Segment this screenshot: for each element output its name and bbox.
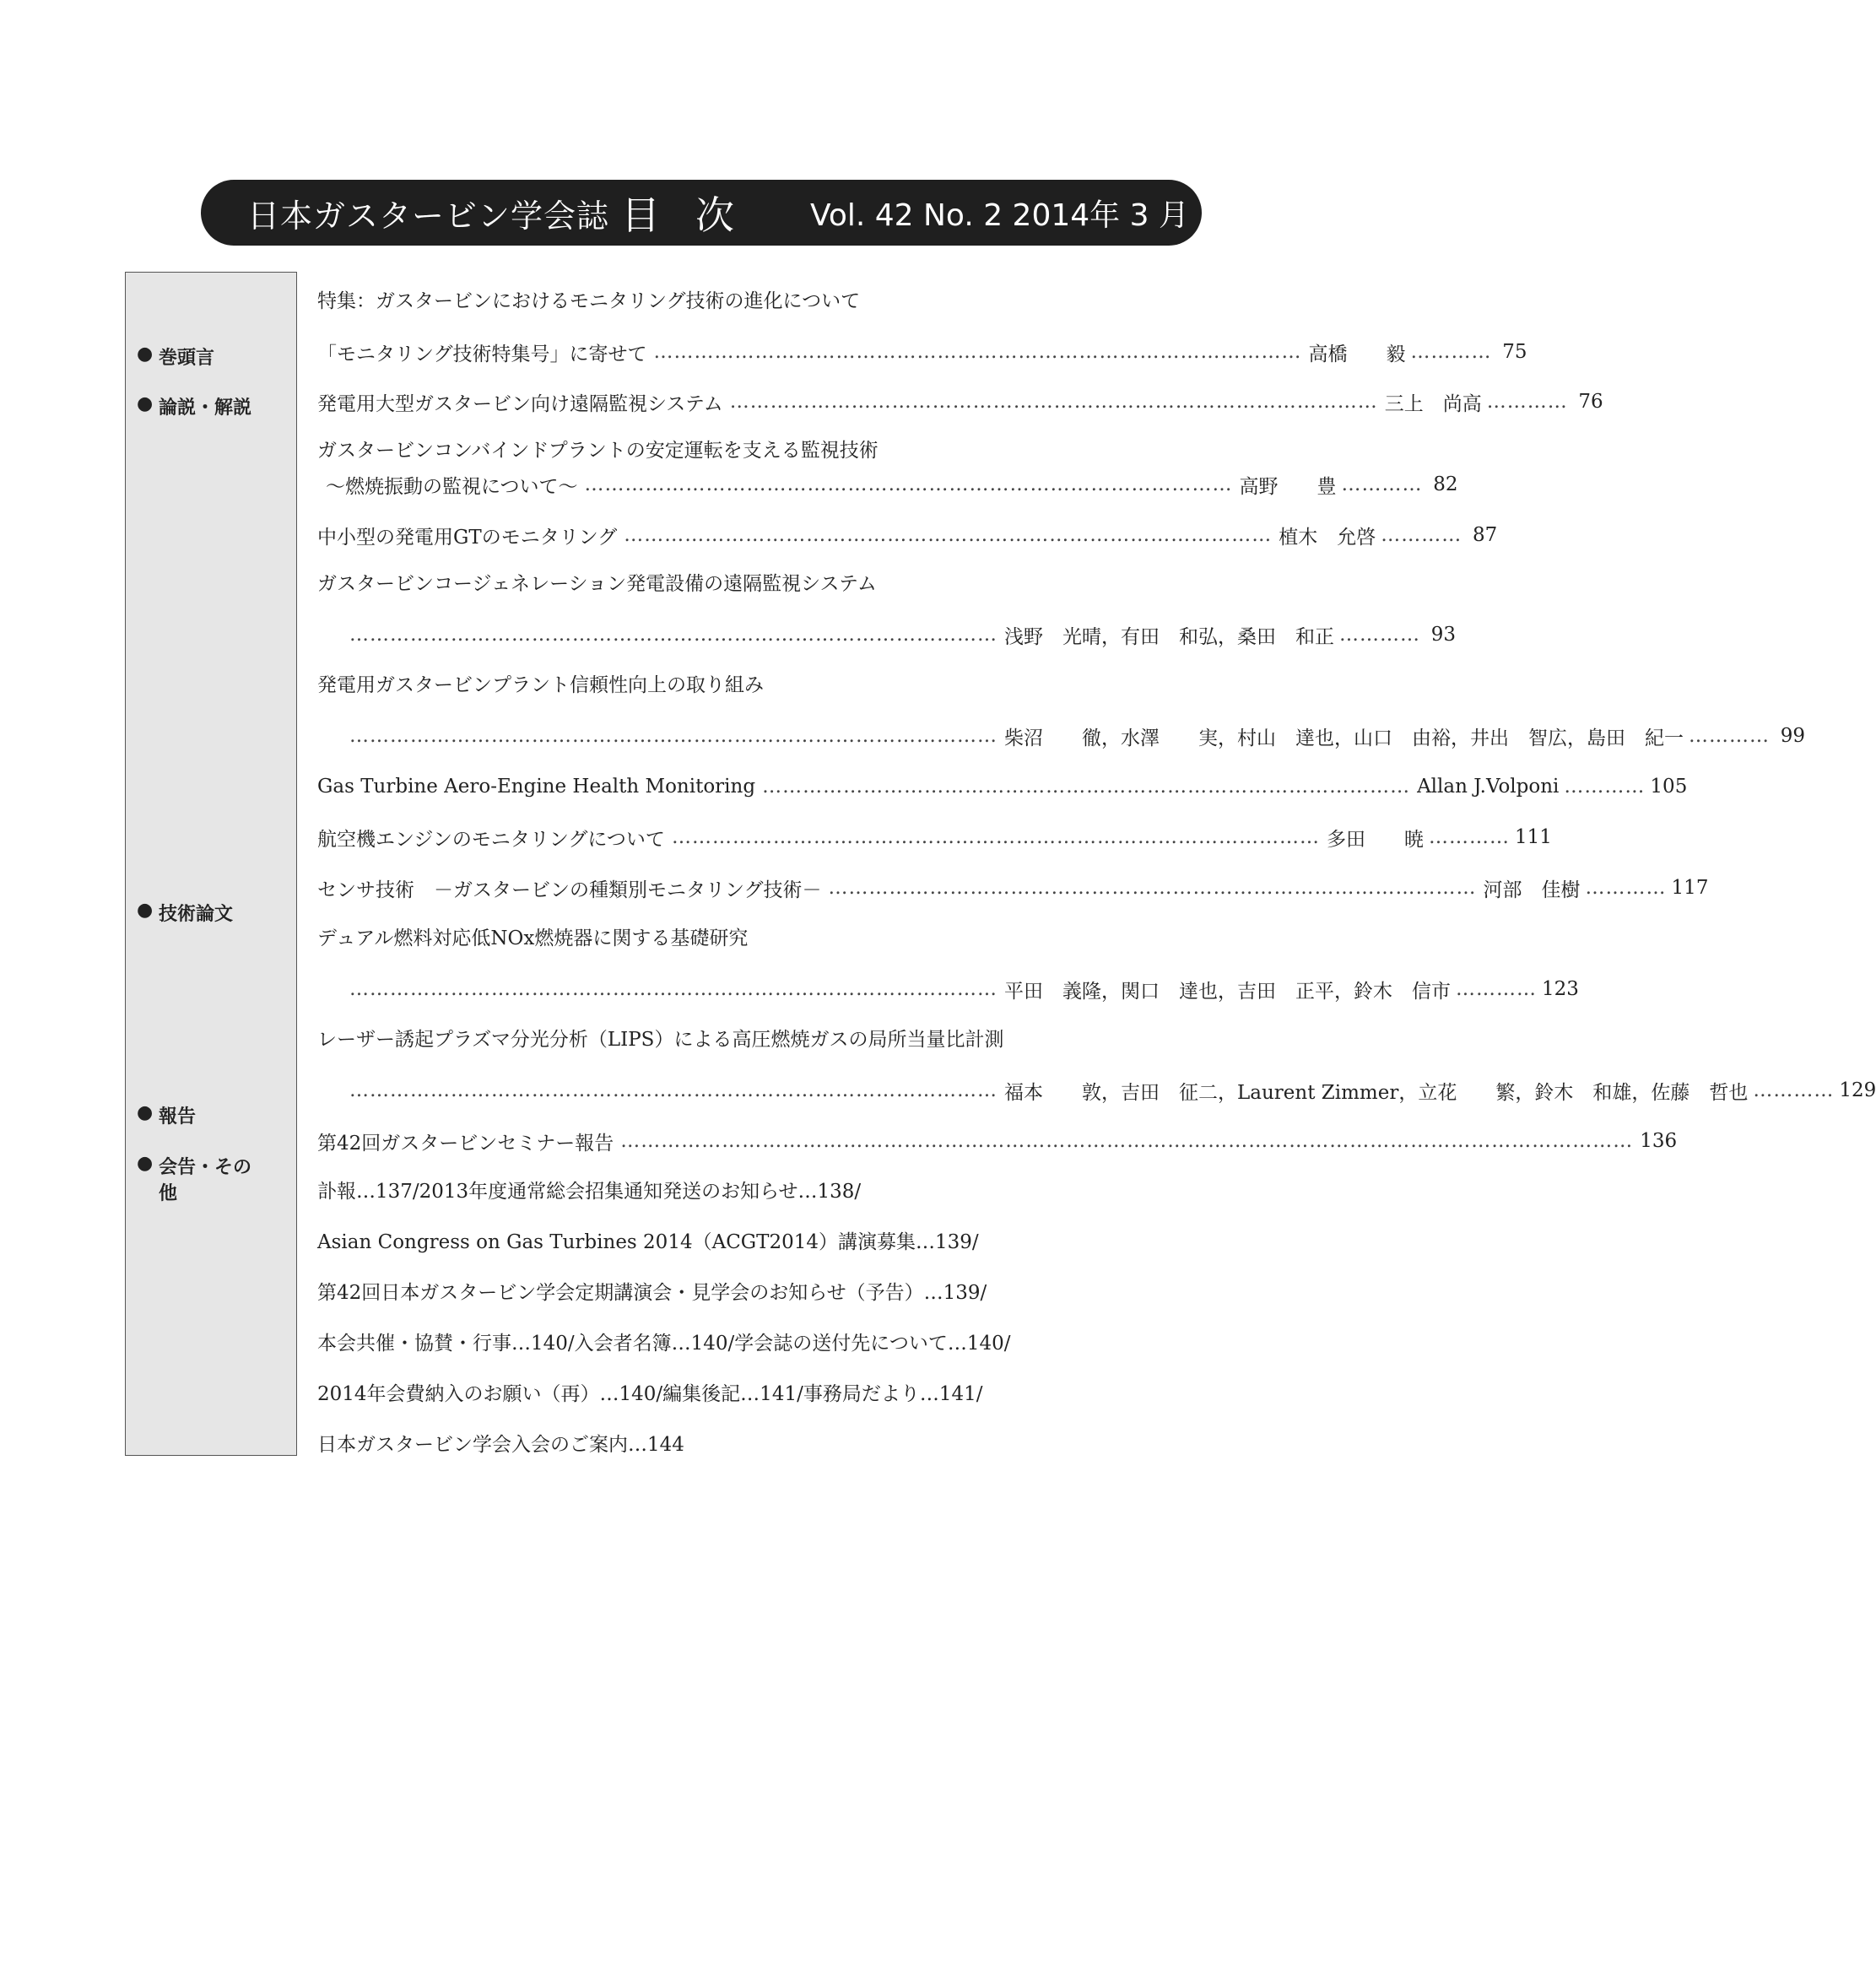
notice-line[interactable]: Asian Congress on Gas Turbines 2014（ACGT2014）講演募集…139/	[317, 1231, 979, 1253]
leader-dots: ……………………………………………………………………………………………………………………………………	[620, 1130, 1634, 1152]
leader-dots: …………	[1753, 1079, 1835, 1101]
toc-entry[interactable]	[317, 339, 1527, 365]
leader-dots: ……………………………………………………………………………………	[828, 877, 1477, 899]
entry-authors: 高橋 毅	[1308, 343, 1406, 365]
category-label: 技術論文	[159, 904, 234, 925]
leader-dots: …………	[1564, 776, 1646, 798]
leader-dots: ……………………………………………………………………………………	[349, 978, 997, 1000]
category-label: 巻頭言	[159, 348, 215, 369]
entry-page: 82	[1433, 473, 1458, 495]
toc-entry[interactable]	[317, 472, 1458, 498]
toc-entry[interactable]	[343, 723, 1805, 749]
toc-entry[interactable]	[317, 389, 1603, 415]
entry-page: 87	[1472, 524, 1498, 546]
leader-dots: ……………………………………………………………………………………	[762, 776, 1411, 798]
entry-page: 76	[1578, 391, 1603, 413]
leader-dots: ……………………………………………………………………………………	[624, 524, 1273, 546]
entry-title: ～燃焼振動の監視について～	[326, 475, 578, 498]
bullet-icon: ●	[137, 343, 154, 365]
leader-dots: …………	[1585, 877, 1667, 899]
leader-dots: ……………………………………………………………………………………	[729, 391, 1378, 413]
leader-dots: ……………………………………………………………………………………	[653, 341, 1302, 363]
leader-dots: …………	[1341, 473, 1423, 495]
leader-dots: …………	[1486, 391, 1568, 413]
journal-title: 日本ガスタービン学会誌	[247, 197, 610, 235]
entry-title: センサ技術 －ガスタービンの種類別モニタリング技術－	[317, 879, 822, 901]
toc-header-banner	[201, 180, 1202, 246]
toc-entry[interactable]	[343, 976, 1579, 1003]
category-label: 会告・その他	[159, 1157, 252, 1204]
leader-dots: …………	[1428, 826, 1510, 848]
entry-title: 発電用大型ガスタービン向け遠隔監視システム	[317, 392, 723, 415]
category-label: 論説・解説	[159, 398, 252, 419]
entry-page: 99	[1780, 725, 1805, 747]
entry-authors: Allan J.Volponi	[1417, 776, 1560, 798]
entry-title-line1: デュアル燃料対応低NOx燃焼器に関する基礎研究	[317, 928, 749, 949]
entry-title-line1: ガスタービンコンバインドプラントの安定運転を支える監視技術	[317, 440, 879, 462]
entry-authors: 河部 佳樹	[1483, 879, 1581, 901]
leader-dots: …………	[1456, 978, 1537, 1000]
entry-page: 75	[1502, 341, 1527, 363]
notice-line[interactable]: 2014年会費納入のお願い（再）…140/編集後記…141/事務局だより…141/	[317, 1383, 983, 1405]
special-feature-title: 特集：ガスタービンにおけるモニタリング技術の進化について	[317, 290, 861, 312]
entry-authors: 平田 義隆，関口 達也，吉田 正平，鈴木 信市	[1004, 980, 1451, 1003]
leader-dots: ……………………………………………………………………………………	[671, 826, 1320, 848]
entry-authors: 高野 豊	[1239, 475, 1337, 498]
entry-authors: 植木 允啓	[1279, 526, 1376, 549]
bullet-icon: ●	[137, 1153, 154, 1174]
entry-title: 「モニタリング技術特集号」に寄せて	[317, 343, 647, 365]
entry-authors: 福本 敦，吉田 征二，Laurent Zimmer，立花 繁，鈴木 和雄，佐藤 哲也	[1004, 1081, 1749, 1104]
entry-title-line1: ガスタービンコージェネレーション発電設備の遠隔監視システム	[317, 573, 877, 595]
toc-entry[interactable]	[317, 522, 1498, 549]
entry-page: 111	[1514, 826, 1552, 848]
leader-dots: …………	[1339, 624, 1420, 646]
toc-heading: 目次	[621, 192, 770, 238]
entry-title-line1: 発電用ガスタービンプラント信頼性向上の取り組み	[317, 674, 764, 696]
category-sidebar	[125, 272, 297, 1456]
toc-entry[interactable]	[343, 622, 1456, 648]
entry-page: 136	[1640, 1130, 1678, 1152]
entry-authors: 多田 暁	[1326, 828, 1424, 851]
entry-title: 中小型の発電用GTのモニタリング	[317, 526, 618, 549]
leader-dots: …………	[1410, 341, 1492, 363]
notice-line[interactable]: 第42回日本ガスタービン学会定期講演会・見学会のお知らせ（予告）…139/	[317, 1282, 987, 1304]
leader-dots: …………	[1689, 725, 1770, 747]
bullet-icon: ●	[137, 900, 154, 921]
bullet-icon: ●	[137, 393, 154, 414]
leader-dots: ……………………………………………………………………………………	[349, 725, 997, 747]
entry-page: 117	[1671, 877, 1709, 899]
entry-page: 123	[1542, 978, 1579, 1000]
entry-title: Gas Turbine Aero-Engine Health Monitoring	[317, 776, 756, 798]
leader-dots: …………	[1381, 524, 1462, 546]
toc-entry[interactable]	[317, 875, 1709, 901]
entry-page: 93	[1430, 624, 1456, 646]
entry-authors: 三上 尚高	[1384, 392, 1482, 415]
volume-info: Vol. 42 No. 2 2014年 3 月	[810, 197, 1189, 233]
notice-line[interactable]: 本会共催・協賛・行事…140/入会者名簿…140/学会誌の送付先について…140/	[317, 1333, 1011, 1355]
toc-entry[interactable]	[317, 825, 1552, 851]
entry-page: 105	[1650, 776, 1688, 798]
entry-page: 129	[1839, 1079, 1876, 1101]
entry-authors: 柴沼 徹，水澤 実，村山 達也，山口 由裕，井出 智広，島田 紀一	[1004, 727, 1684, 749]
leader-dots: ……………………………………………………………………………………	[349, 624, 997, 646]
entry-title-line1: レーザー誘起プラズマ分光分析（LIPS）による高圧燃焼ガスの局所当量比計測	[317, 1029, 1004, 1051]
entry-title: 航空機エンジンのモニタリングについて	[317, 828, 665, 851]
leader-dots: ……………………………………………………………………………………	[584, 473, 1233, 495]
toc-entry[interactable]	[343, 1078, 1876, 1104]
leader-dots: ……………………………………………………………………………………	[349, 1079, 997, 1101]
notice-line[interactable]: 日本ガスタービン学会入会のご案内…144	[317, 1434, 684, 1456]
toc-entry[interactable]	[317, 1128, 1678, 1155]
bullet-icon: ●	[137, 1102, 154, 1123]
notice-line[interactable]: 訃報…137/2013年度通常総会招集通知発送のお知らせ…138/	[317, 1181, 862, 1203]
category-label: 報告	[159, 1106, 197, 1128]
entry-authors: 浅野 光晴，有田 和弘，桑田 和正	[1004, 625, 1334, 648]
entry-title: 第42回ガスタービンセミナー報告	[317, 1132, 614, 1155]
toc-entry[interactable]	[317, 774, 1688, 799]
